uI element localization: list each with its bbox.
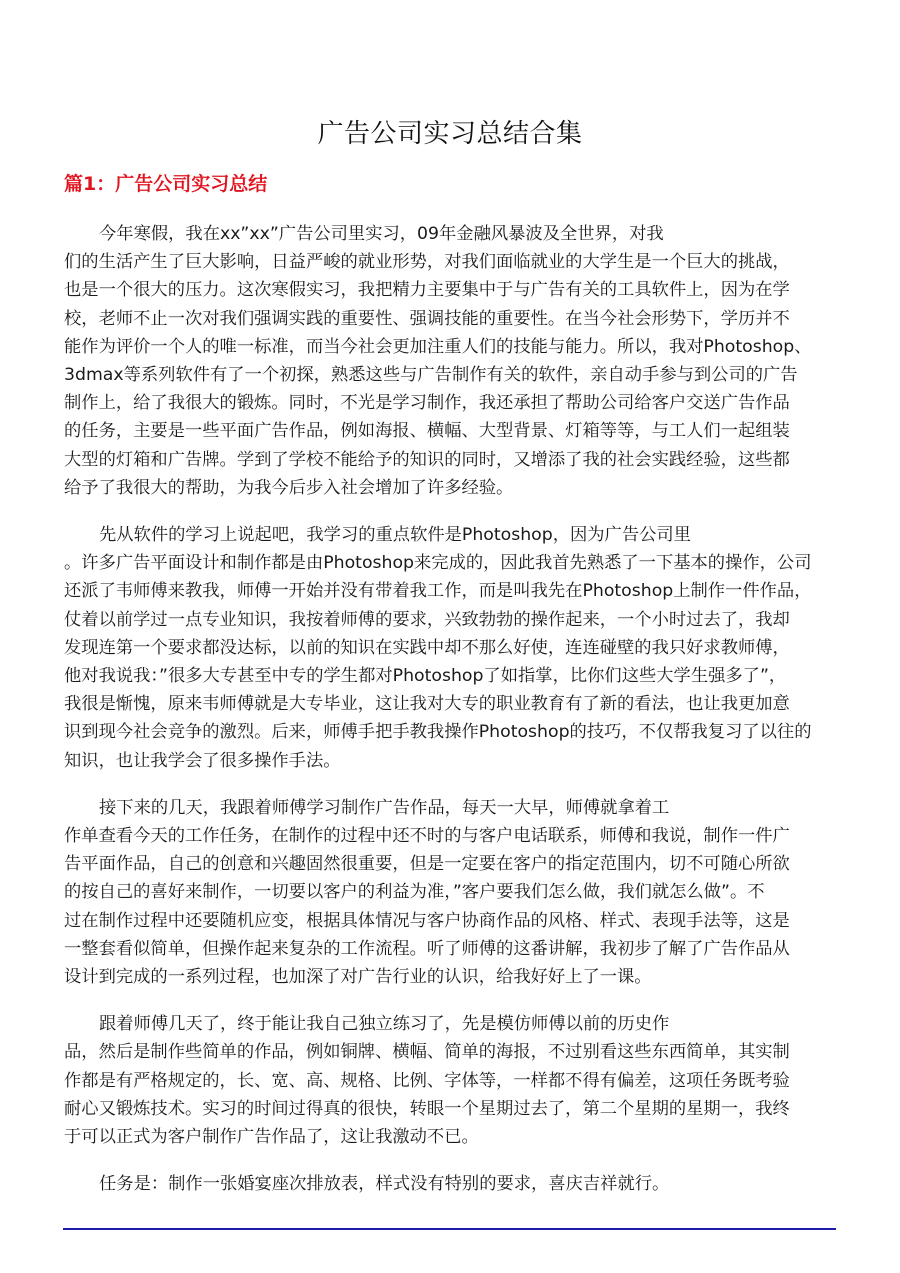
paragraph-line: 过在制作过程中还要随机应变，根据具体情况与客户协商作品的风格、样式、表现手法等，这是 xyxy=(64,910,790,931)
paragraph-line: 于可以正式为客户制作广告作品了，这让我激动不已。 xyxy=(64,1127,479,1148)
paragraph-line: 知识，也让我学会了很多操作手法。 xyxy=(64,750,341,771)
paragraph-line: 作单查看今天的工作任务，在制作的过程中还不时的与客户电话联系，师傅和我说，制作一件广 xyxy=(64,826,790,847)
paragraph-line: 他对我说我：”很多大专甚至中专的学生都对Photoshop了如指掌，比你们这些大学生强多了”， xyxy=(64,666,787,687)
paragraph-line: 设计到完成的一系列过程，也加深了对广告行业的认识，给我好好上了一课。 xyxy=(64,967,652,988)
paragraph-line: 先从软件的学习上说起吧，我学习的重点软件是Photoshop，因为广告公司里 xyxy=(99,525,691,546)
paragraph-4 xyxy=(64,1010,836,1151)
paragraph-line: 告平面作品，自己的创意和兴趣固然很重要，但是一定要在客户的指定范围内，切不可随心所欲 xyxy=(64,854,790,875)
paragraph-line: 大型的灯箱和广告牌。学到了学校不能给予的知识的同时，又增添了我的社会实践经验，这些都 xyxy=(64,449,790,470)
paragraph-line: 任务是：制作一张婚宴座次排放表，样式没有特别的要求，喜庆吉祥就行。 xyxy=(99,1174,670,1195)
paragraph-line: 发现连第一个要求都没达标，以前的知识在实践中却不那么好使，连连碰壁的我只好求教师傅， xyxy=(64,637,790,658)
paragraph-5 xyxy=(64,1170,836,1198)
paragraph-line: 也是一个很大的压力。这次寒假实习，我把精力主要集中于与广告有关的工具软件上，因为在学 xyxy=(64,280,790,301)
paragraph-line: 今年寒假，我在xx”xx”广告公司里实习，09年金融风暴波及全世界，对我 xyxy=(99,224,664,244)
paragraph-line: 。许多广告平面设计和制作都是由Photoshop来完成的，因此我首先熟悉了一下基本的操作，公司 xyxy=(64,553,812,574)
paragraph-line: 识到现今社会竞争的激烈。后来，师傅手把手教我操作Photoshop的技巧，不仅帮我复习了以往的 xyxy=(64,722,812,743)
paragraph-line: 接下来的几天，我跟着师傅学习制作广告作品，每天一大早，师傅就拿着工 xyxy=(99,797,670,818)
paragraph-line: 我很是惭愧，原来韦师傅就是大专毕业，这让我对大专的职业教育有了新的看法，也让我更加意 xyxy=(64,694,790,715)
paragraph-line: 还派了韦师傅来教我，师傅一开始并没有带着我工作，而是叫我先在Photoshop上制作一件作品， xyxy=(64,581,812,602)
document-body xyxy=(64,220,836,1218)
paragraph-line: 们的生活产生了巨大影响，日益严峻的就业形势，对我们面临就业的大学生是一个巨大的挑战， xyxy=(64,252,790,273)
paragraph-line: 跟着师傅几天了，终于能让我自己独立练习了，先是模仿师傅以前的历史作 xyxy=(99,1014,670,1035)
paragraph-2 xyxy=(64,521,836,775)
paragraph-line: 给予了我很大的帮助，为我今后步入社会增加了许多经验。 xyxy=(64,477,514,498)
paragraph-line: 能作为评价一个人的唯一标准，而当今社会更加注重人们的技能与能力。所以，我对Photoshop、 xyxy=(64,336,812,357)
paragraph-line: 校，老师不止一次对我们强调实践的重要性、强调技能的重要性。在当今社会形势下，学历并不 xyxy=(64,308,790,329)
paragraph-3 xyxy=(64,794,836,991)
paragraph-line: 品，然后是制作些简单的作品，例如铜牌、横幅、简单的海报，不过别看这些东西简单，其实制 xyxy=(64,1042,790,1063)
paragraph-line: 3dmax等系列软件有了一个初探，熟悉这些与广告制作有关的软件，亲自动手参与到公司的广告 xyxy=(64,365,798,386)
section-heading: 篇1：广告公司实习总结 xyxy=(64,173,268,195)
footer-divider xyxy=(63,1228,836,1230)
paragraph-1 xyxy=(64,220,836,502)
paragraph-line: 的任务，主要是一些平面广告作品，例如海报、横幅、大型背景、灯箱等等，与工人们一起组装 xyxy=(64,421,790,442)
paragraph-line: 一整套看似简单，但操作起来复杂的工作流程。听了师傅的这番讲解，我初步了解了广告作品从 xyxy=(64,938,790,959)
paragraph-line: 仗着以前学过一点专业知识，我按着师傅的要求，兴致勃勃的操作起来，一个小时过去了，我却 xyxy=(64,609,790,630)
paragraph-line: 制作上，给了我很大的锻炼。同时，不光是学习制作，我还承担了帮助公司给客户交送广告作品 xyxy=(64,393,790,414)
paragraph-line: 作都是有严格规定的，长、宽、高、规格、比例、字体等，一样都不得有偏差，这项任务既考验 xyxy=(64,1070,790,1091)
paragraph-line: 的按自己的喜好来制作，一切要以客户的利益为准，”客户要我们怎么做，我们就怎么做”。不 xyxy=(64,882,765,903)
paragraph-line: 耐心又锻炼技术。实习的时间过得真的很快，转眼一个星期过去了，第二个星期的星期一，我终 xyxy=(64,1098,790,1119)
document-title: 广告公司实习总结合集 xyxy=(317,119,583,149)
